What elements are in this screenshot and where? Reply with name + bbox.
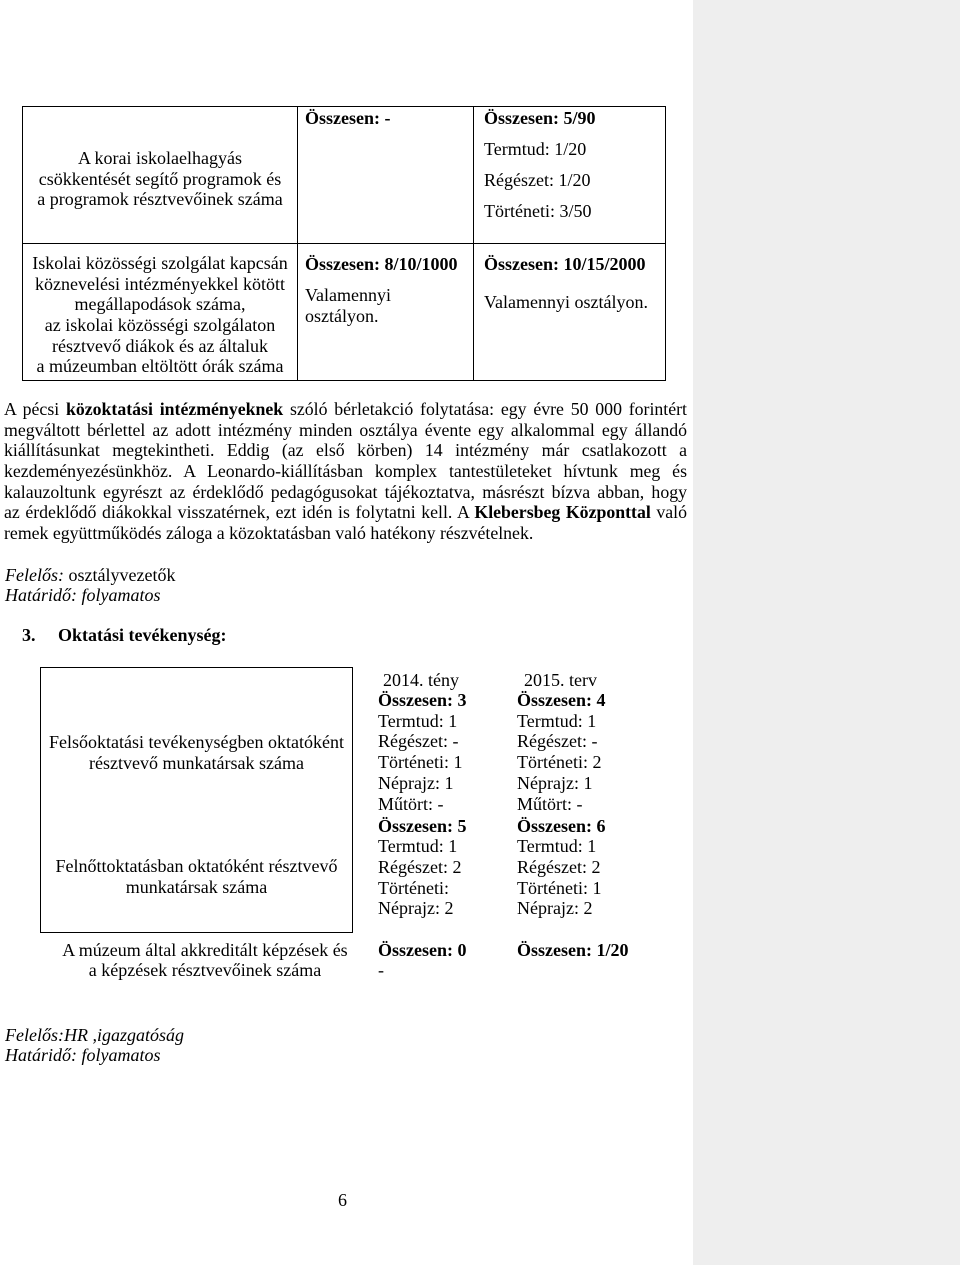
row1-2015-values	[517, 690, 606, 814]
breakdown-item: -	[378, 960, 384, 981]
note	[305, 285, 473, 326]
bold-text-run: közoktatási intézményeknek	[65, 399, 284, 419]
label-line: megállapodások száma,	[74, 294, 246, 315]
breakdown-item: Néprajz: 2	[378, 898, 454, 919]
responsible-value: osztályvezetők	[68, 565, 176, 585]
note: Valamennyi osztályon.	[484, 291, 648, 312]
row-label-adult-education	[40, 856, 353, 897]
body-paragraph	[4, 399, 687, 544]
breakdown-item: Termtud: 1/20	[484, 139, 587, 159]
total-value: Összesen: 5/90	[484, 108, 596, 128]
row2-col3-cell	[473, 243, 666, 381]
label-line: résztvevő munkatársak száma	[89, 752, 304, 773]
paragraph-line	[4, 502, 687, 523]
row-label-community-service	[22, 243, 298, 381]
text-run: szóló bérletakció folytatása: egy évre 50 000 forintért	[283, 399, 687, 419]
total-value: Összesen: 10/15/2000	[484, 254, 646, 274]
total-value: Összesen: 1/20	[517, 939, 629, 960]
row2-2014-values	[378, 816, 467, 920]
paragraph-line	[4, 420, 687, 441]
paragraph-line	[4, 523, 687, 544]
total-value: Összesen: 4	[517, 690, 606, 710]
breakdown-item: Régészet: -	[378, 731, 459, 752]
column-header-2014: 2014. tény	[383, 670, 459, 690]
breakdown-item: Régészet: 1/20	[484, 170, 591, 190]
text-run: való	[650, 502, 687, 523]
row2-2015-values	[517, 816, 606, 920]
breakdown-item: Termtud: 1	[517, 710, 597, 731]
breakdown-item: Termtud: 1	[378, 710, 458, 731]
breakdown-item: Műtört: -	[378, 793, 444, 814]
page-number: 6	[338, 1190, 347, 1210]
breakdown-item: Régészet: -	[517, 731, 598, 752]
row1-2014-values	[378, 690, 467, 814]
text-run: A pécsi	[4, 399, 66, 419]
bold-text-run: Klebersbeg Központtal	[474, 502, 651, 523]
paragraph-line	[4, 461, 687, 482]
note-line: Valamennyi	[305, 285, 391, 305]
footer-responsible: Felelős:HR ,igazgatóság	[5, 1025, 184, 1045]
comment-margin-pane	[693, 0, 960, 1265]
label-line: A múzeum által akkreditált képzések és	[62, 939, 348, 960]
paragraph-line	[4, 399, 687, 420]
row2-col2-cell	[297, 243, 474, 381]
breakdown-item: Termtud: 1	[378, 836, 458, 857]
breakdown-item: Történeti: 3/50	[484, 201, 592, 221]
paragraph-line	[4, 482, 687, 503]
total-value: Összesen: 5	[378, 815, 467, 836]
label-line: a múzeumban eltöltött órák száma	[36, 356, 284, 377]
row3-2014-values	[378, 940, 467, 981]
breakdown-item: Történeti: 1	[517, 877, 602, 898]
label-line: köznevelési intézményekkel kötött	[35, 273, 285, 294]
total-value: Összesen: 6	[517, 815, 606, 836]
breakdown-item: Történeti: 1	[378, 752, 463, 773]
breakdown-item: Történeti: 2	[517, 752, 602, 773]
label-line: az iskolai közösségi szolgálaton	[44, 315, 276, 335]
breakdown-item: Régészet: 2	[517, 856, 601, 877]
breakdown-item: Műtört: -	[517, 793, 583, 814]
total-value: Összesen: 0	[378, 939, 467, 960]
column-header-2015: 2015. terv	[524, 670, 597, 690]
text-run: kezdeményezésünkhöz. A Leonardo-kiállításban komplex tantestületeket hívtunk meg és	[4, 461, 687, 482]
text-run: remek együttműködés záloga a közoktatásban való hatékony részvételnek.	[4, 523, 534, 544]
section-title: Oktatási tevékenység:	[58, 625, 227, 645]
text-run: megváltott bérlettel az adott intézmény minden osztálya évente egy alkalommal egy állandó	[4, 419, 687, 440]
footer-deadline: Határidő: folyamatos	[5, 1045, 161, 1065]
section-number: 3.	[22, 625, 36, 645]
label-line: munkatársak száma	[125, 876, 268, 897]
note-line: osztályon.	[305, 305, 379, 326]
paragraph-line	[4, 440, 687, 461]
breakdown-item: Régészet: 2	[378, 856, 462, 877]
total-value: Összesen: 3	[378, 690, 467, 710]
breakdown-item: Néprajz: 2	[517, 898, 593, 919]
label-line: a képzések résztvevőinek száma	[88, 960, 322, 981]
breakdown-item: Néprajz: 1	[378, 772, 454, 793]
responsible-line	[5, 565, 175, 586]
label-line: Felsőoktatási tevékenységben oktatóként	[49, 732, 344, 752]
label-line: a programok résztvevőinek száma	[37, 189, 283, 210]
breakdown-item: Történeti:	[378, 877, 449, 898]
row-label-accredited-trainings	[40, 940, 370, 981]
text-run: kiállításunkat megtekintheti. Eddig (az első körben) 14 intézmény már csatlakozott a	[4, 440, 687, 461]
label-line: résztvevő diákok és az általuk	[52, 335, 268, 356]
row-label-early-school-leaving	[22, 106, 298, 244]
row-label-higher-education	[40, 732, 353, 773]
deadline-line: Határidő: folyamatos	[5, 585, 161, 605]
label-line: Felnőttoktatásban oktatóként résztvevő	[55, 856, 338, 876]
label-line: Iskolai közösségi szolgálat kapcsán	[32, 252, 288, 273]
label-line: csökkentését segítő programok és	[38, 168, 282, 189]
breakdown-item: Néprajz: 1	[517, 772, 593, 793]
breakdown-item: Termtud: 1	[517, 836, 597, 857]
row3-2015-values	[517, 940, 629, 961]
total-value: Összesen: 8/10/1000	[305, 254, 458, 274]
row1-col3-cell	[473, 106, 666, 244]
text-run: kalauzoltunk egyrészt az érdeklődő pedagógusokat tájékoztatva, másrészt bízva abban, hogy	[4, 481, 687, 502]
responsible-label: Felelős:	[5, 565, 64, 585]
total-value: Összesen: -	[305, 108, 391, 128]
row1-col2-cell	[297, 106, 474, 244]
label-line: A korai iskolaelhagyás	[78, 147, 242, 168]
text-run: az érdeklődő diákokkal visszatérnek, ezt idén is folytatni kell. A	[4, 502, 475, 523]
